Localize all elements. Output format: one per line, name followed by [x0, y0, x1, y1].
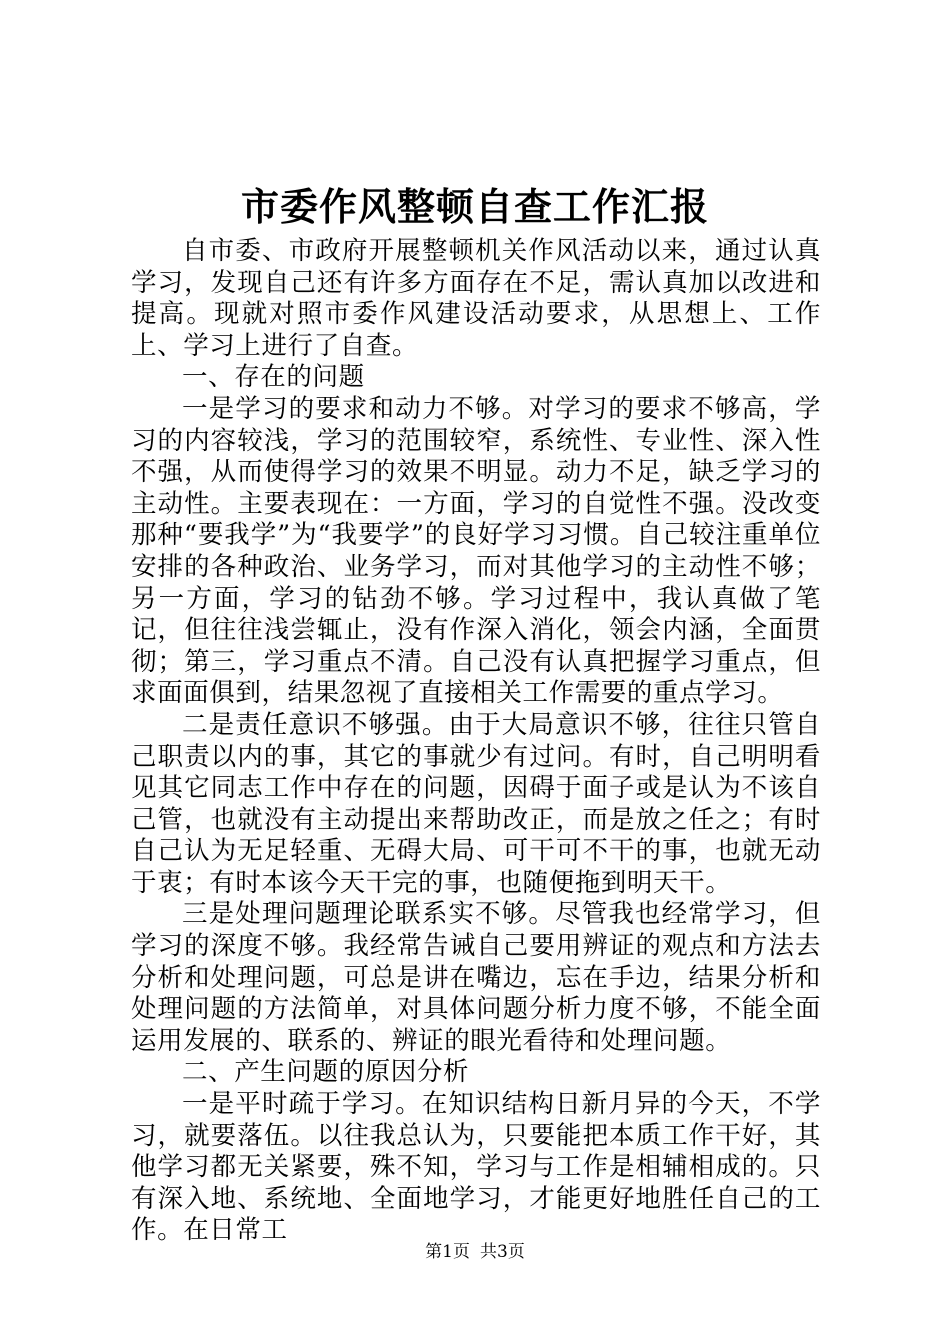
paragraph-problem-2: 二是责任意识不够强。由于大局意识不够，往往只管自己职责以内的事，其它的事就少有过问。有时，自己明明看见其它同志工作中存在的问题，因碍于面子或是认为不该自己管，也就没有主动提出来帮助改正，而是放之任之；有时自己认为无足轻重、无碍大局、可干可不干的事，也就无动于衷；有时本该今天干完的事，也随便拖到明天干。: [131, 709, 821, 898]
page-number: 第1页: [425, 1242, 470, 1262]
paragraph-intro: 自市委、市政府开展整顿机关作风活动以来，通过认真学习，发现自己还有许多方面存在不足，需认真加以改进和提高。现就对照市委作风建设活动要求，从思想上、工作上、学习上进行了自查。: [131, 236, 821, 361]
page-footer: [0, 1240, 950, 1264]
document-title: 市委作风整顿自查工作汇报: [240, 184, 709, 229]
paragraph-cause-1: 一是平时疏于学习。在知识结构日新月异的今天，不学习，就要落伍。以往我总认为，只要能把本质工作干好，其他学习都无关紧要，殊不知，学习与工作是相辅相成的。只有深入地、系统地、全面地学习，才能更好地胜任自己的工作。在日常工: [131, 1089, 821, 1246]
document-body: [131, 236, 821, 1247]
section-heading-problems: 一、存在的问题: [182, 362, 365, 393]
paragraph-problem-3: 三是处理问题理论联系实不够。尽管我也经常学习，但学习的深度不够。我经常告诫自己要用辨证的观点和方法去分析和处理问题，可总是讲在嘴边，忘在手边，结果分析和处理问题的方法简单，对具体问题分析力度不够，不能全面运用发展的、联系的、辨证的眼光看待和处理问题。: [131, 899, 821, 1056]
section-heading-causes: 二、产生问题的原因分析: [182, 1057, 470, 1088]
page-total: 共3页: [480, 1242, 525, 1262]
paragraph-problem-1: 一是学习的要求和动力不够。对学习的要求不够高，学习的内容较浅，学习的范围较窄，系统性、专业性、深入性不强，从而使得学习的效果不明显。动力不足，缺乏学习的主动性。主要表现在：一方面，学习的自觉性不强。没改变那种“要我学”为“我要学”的良好学习习惯。自己较注重单位安排的各种政治、业务学习，而对其他学习的主动性不够；另一方面，学习的钻劲不够。学习过程中，我认真做了笔记，但往往浅尝辄止，没有作深入消化，领会内涵，全面贯彻；第三，学习重点不清。自己没有认真把握学习重点，但求面面俱到，结果忽视了直接相关工作需要的重点学习。: [131, 393, 821, 709]
